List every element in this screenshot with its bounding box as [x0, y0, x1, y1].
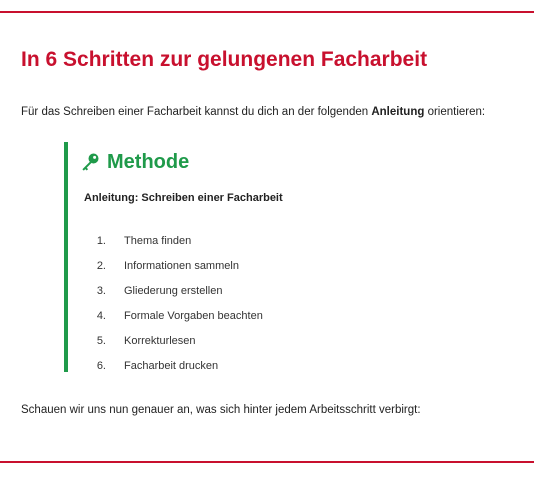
step-number: 1.: [96, 234, 106, 247]
step-label: Informationen sammeln: [124, 259, 239, 272]
intro-bold-term: Anleitung: [371, 106, 425, 118]
step-label: Facharbeit drucken: [124, 359, 219, 372]
outro-paragraph: Schauen wir uns nun genauer an, was sich hinter jedem Arbeitsschritt verbirgt:: [21, 404, 421, 416]
step-item: [84, 228, 263, 253]
step-number: 4.: [96, 309, 106, 322]
page-title: In 6 Schritten zur gelungenen Facharbeit: [21, 48, 428, 71]
top-divider: [0, 11, 534, 13]
step-number: 6.: [96, 359, 106, 372]
step-number: 5.: [96, 334, 106, 347]
step-label: Formale Vorgaben beachten: [124, 309, 263, 322]
method-title: Methode: [107, 150, 190, 173]
step-number: 3.: [96, 284, 106, 297]
intro-text-after: orientieren:: [424, 106, 486, 118]
step-label: Thema finden: [124, 234, 192, 247]
method-header: [80, 148, 189, 176]
intro-paragraph: [21, 106, 485, 118]
method-box: [64, 142, 508, 372]
step-item: [84, 253, 263, 278]
step-number: 2.: [96, 259, 106, 272]
step-item: [84, 353, 263, 378]
method-subtitle: Anleitung: Schreiben einer Facharbeit: [84, 192, 283, 204]
bottom-divider: [0, 461, 534, 463]
key-icon: [80, 152, 100, 172]
step-label: Gliederung erstellen: [124, 284, 223, 297]
step-item: [84, 328, 263, 353]
step-item: [84, 303, 263, 328]
step-item: [84, 278, 263, 303]
intro-text-before: Für das Schreiben einer Facharbeit kannst du dich an der folgenden: [21, 106, 372, 118]
step-label: Korrekturlesen: [124, 334, 196, 347]
steps-list: [84, 228, 263, 378]
